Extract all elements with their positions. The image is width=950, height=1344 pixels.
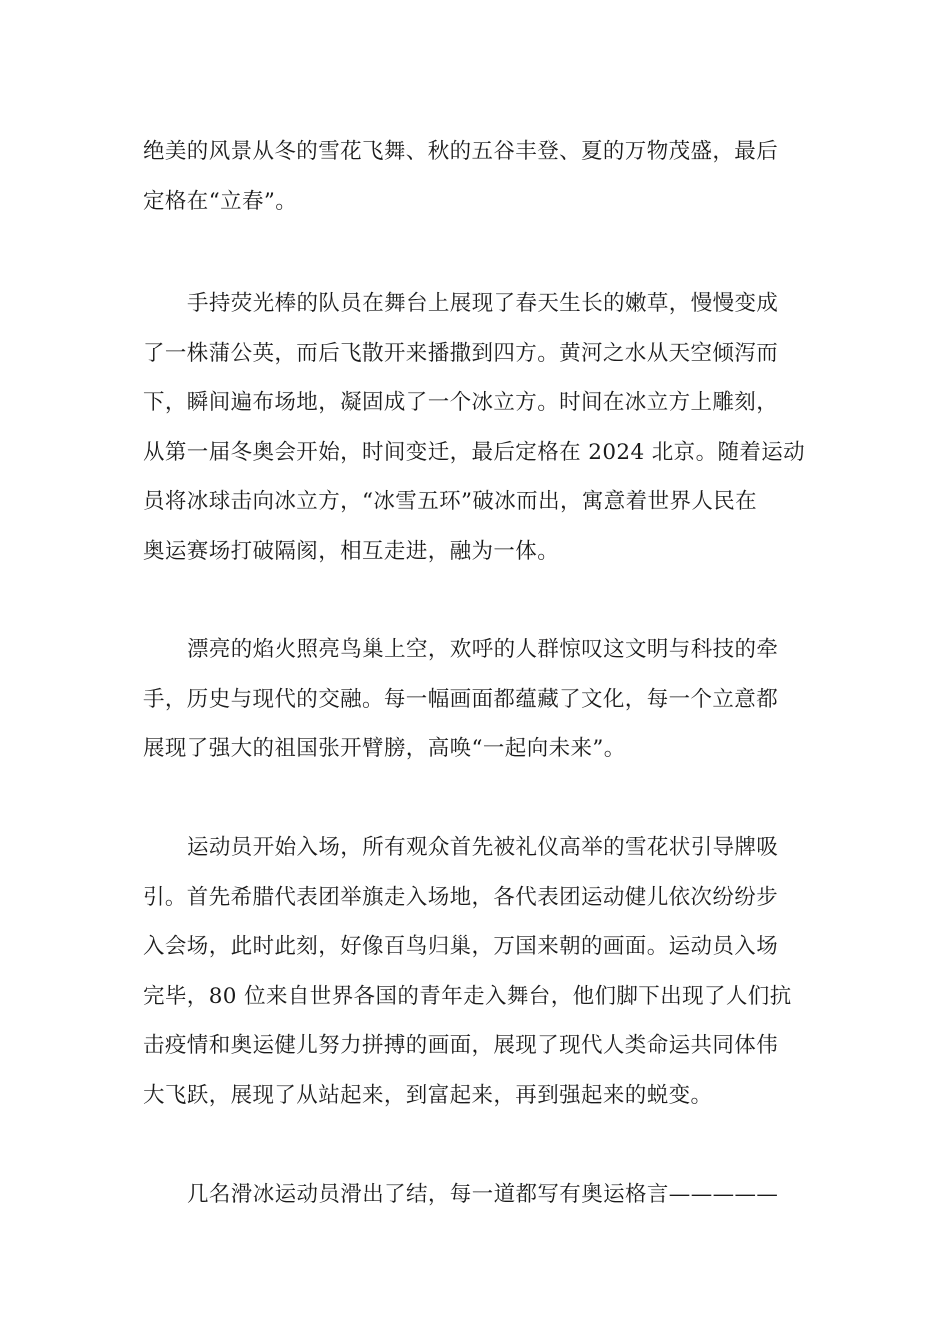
text-line: 几名滑冰运动员滑出了结，每一道都写有奥运格言————— — [187, 1182, 779, 1207]
paragraph-4 — [143, 823, 809, 1120]
text-line: 员将冰球击向冰立方，“冰雪五环”破冰而出，寓意着世界人民在 — [143, 489, 758, 514]
text-line: 手，历史与现代的交融。每一幅画面都蕴藏了文化，每一个立意都 — [143, 686, 779, 712]
paragraph-5 — [143, 1170, 809, 1220]
text-line: 下，瞬间遍布场地，凝固成了一个冰立方。时间在冰立方上雕刻， — [143, 390, 779, 415]
text-line: 大飞跃，展现了从站起来，到富起来，再到强起来的蜕变。 — [143, 1082, 713, 1108]
paragraph-1 — [143, 127, 809, 226]
text-line: 展现了强大的祖国张开臂膀，高唤“一起向未来”。 — [143, 736, 626, 761]
text-line: 手持荧光棒的队员在舞台上展现了春天生长的嫩草，慢慢变成 — [187, 291, 779, 316]
text-line: 击疫情和奥运健儿努力拼搏的画面，展现了现代人类命运共同体伟 — [143, 1033, 779, 1058]
text-line: 漂亮的焰火照亮鸟巢上空，欢呼的人群惊叹这文明与科技的牵 — [187, 637, 779, 662]
text-line: 定格在“立春”。 — [143, 188, 298, 214]
text-line: 了一株蒲公英，而后飞散开来播撒到四方。黄河之水从天空倾泻而 — [143, 340, 779, 366]
paragraph-3 — [143, 625, 809, 774]
text-line: 引。首先希腊代表团举旗走入场地，各代表团运动健儿依次纷纷步 — [143, 884, 779, 910]
text-line: 完毕，80 位来自世界各国的青年走入舞台，他们脚下出现了人们抗 — [143, 983, 792, 1009]
text-line: 绝美的风景从冬的雪花飞舞、秋的五谷丰登、夏的万物茂盛，最后 — [143, 139, 779, 164]
text-line: 入会场，此时此刻，好像百鸟归巢，万国来朝的画面。运动员入场 — [143, 934, 779, 959]
paragraph-2 — [143, 279, 809, 576]
text-line: 奥运赛场打破隔阂，相互走进，融为一体。 — [143, 538, 560, 564]
text-line: 运动员开始入场，所有观众首先被礼仪高举的雪花状引导牌吸 — [187, 835, 779, 860]
text-line: 从第一届冬奥会开始，时间变迁，最后定格在 2024 北京。随着运动 — [143, 439, 806, 465]
